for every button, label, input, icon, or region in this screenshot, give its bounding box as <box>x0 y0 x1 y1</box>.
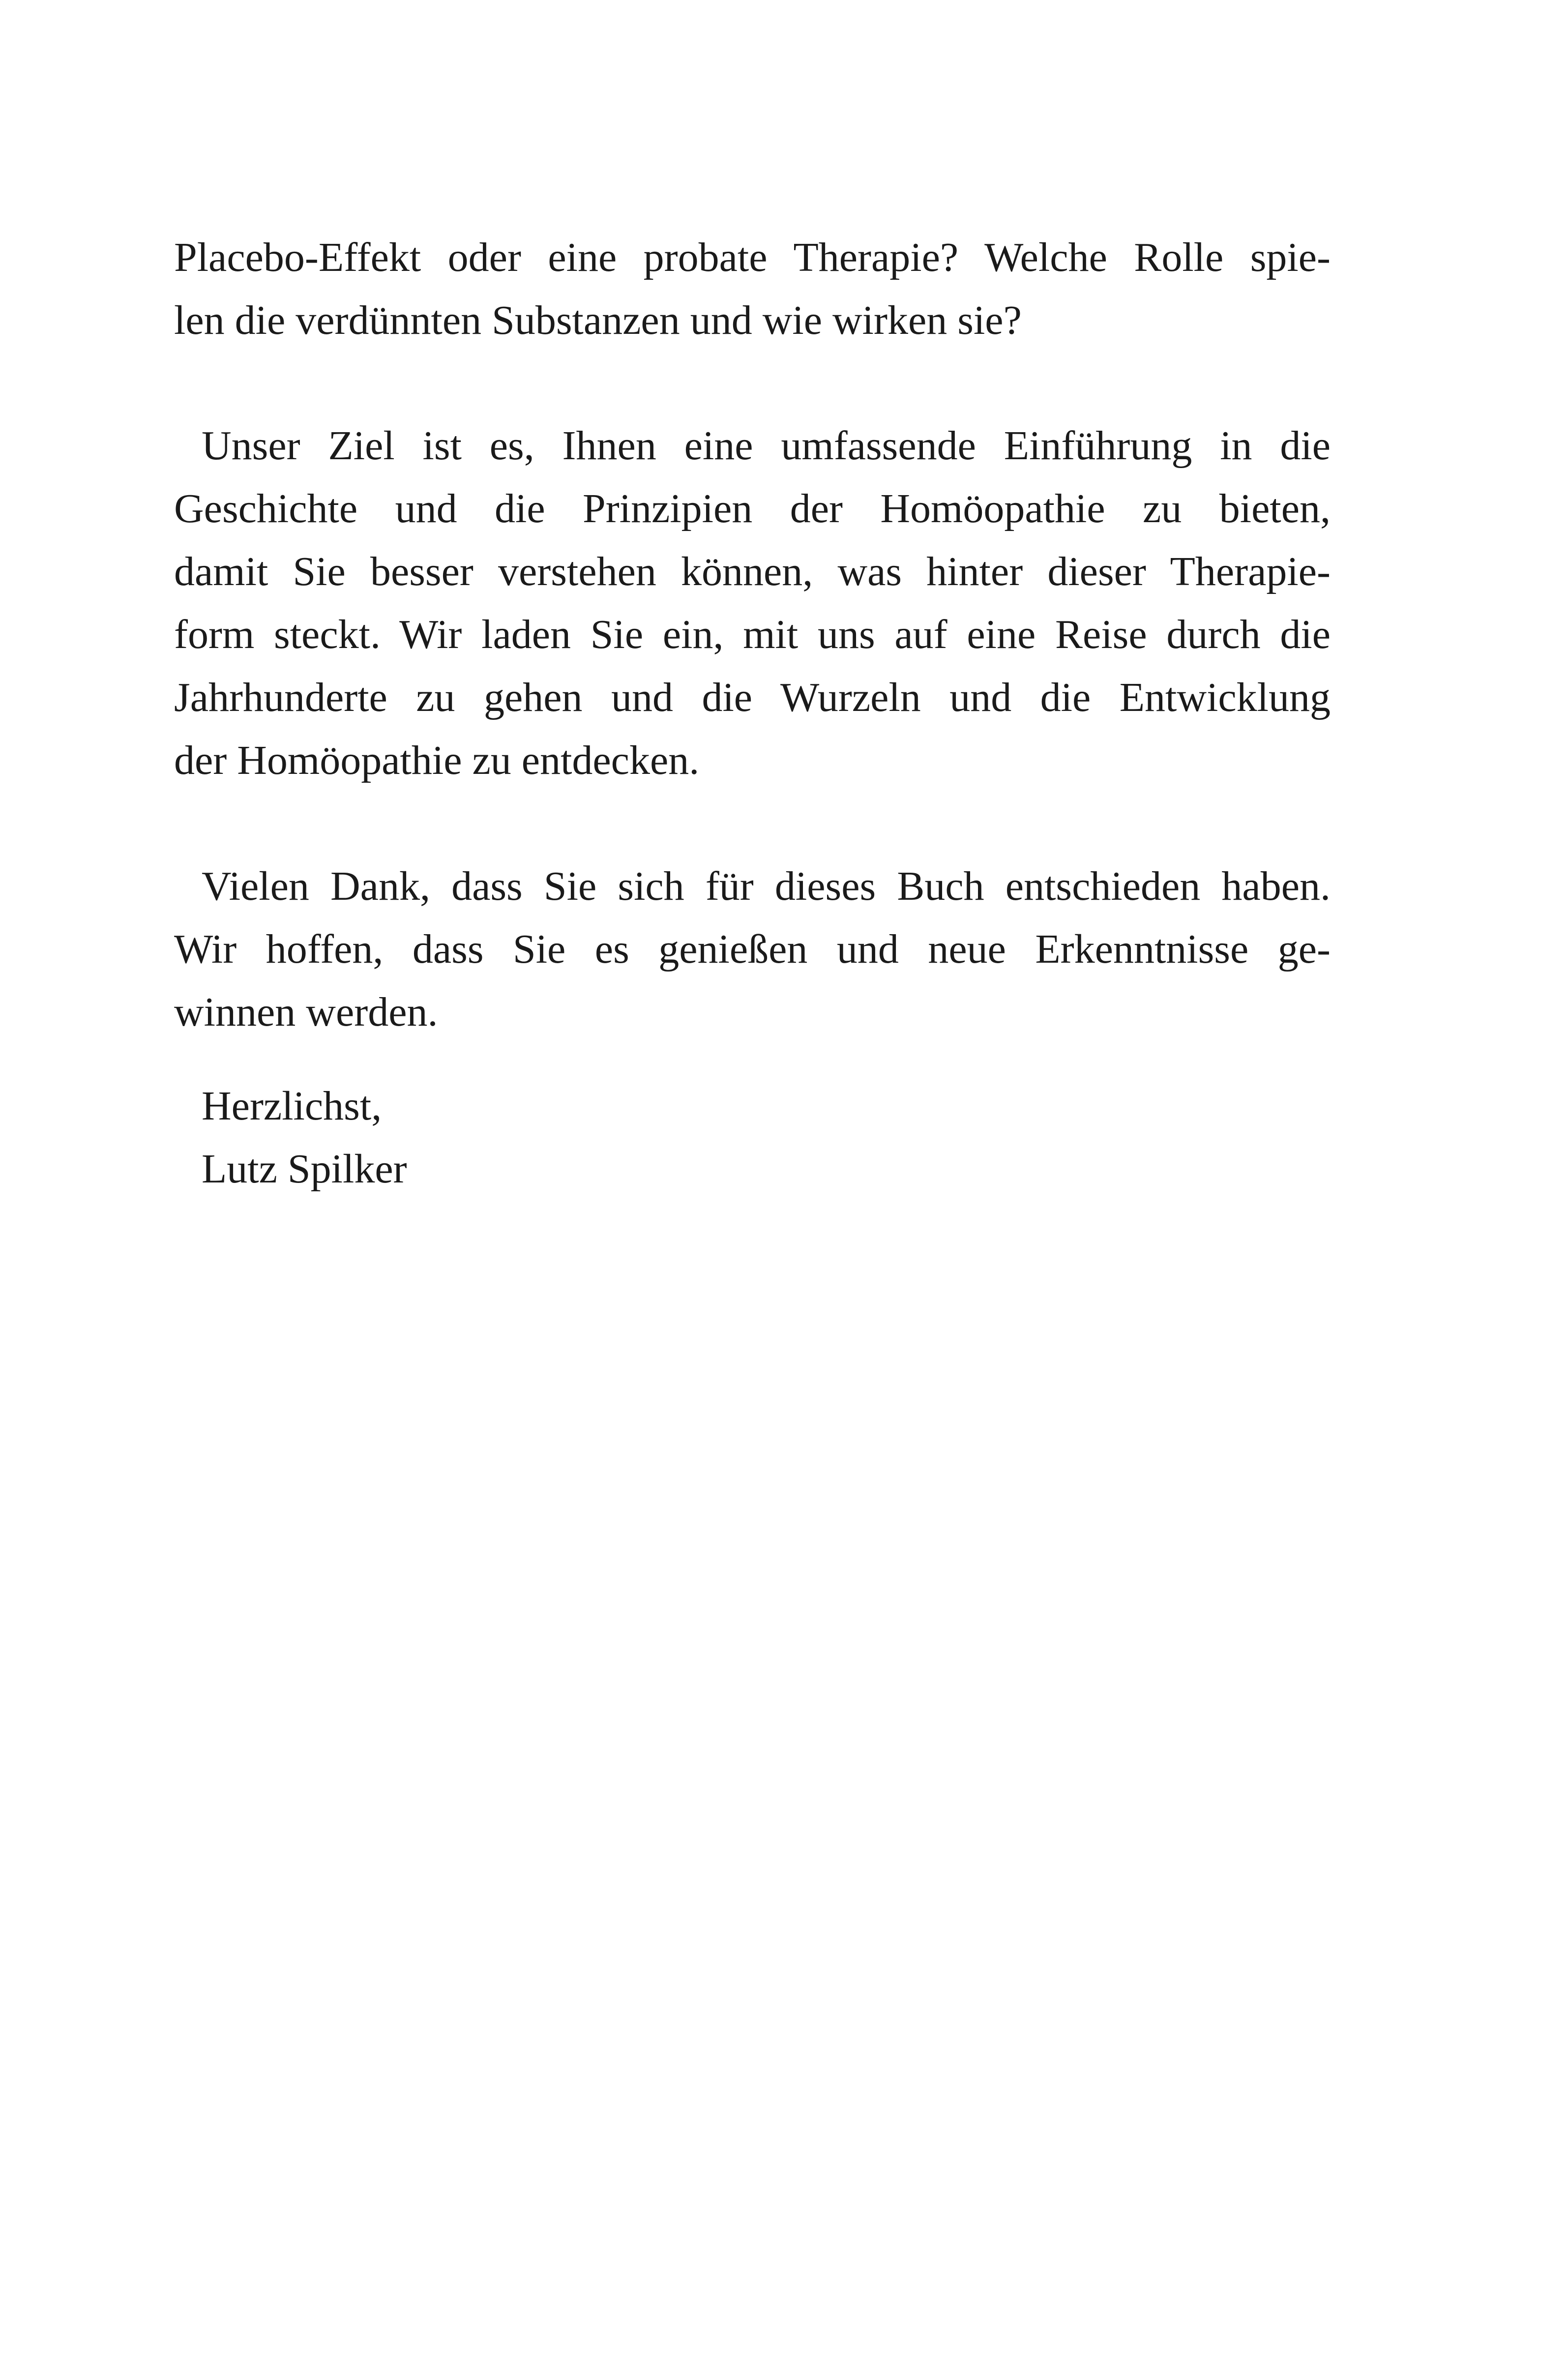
closing-greeting: Herzlichst, <box>202 1083 382 1129</box>
paragraph-placebo <box>174 226 1331 352</box>
text-line: winnen werden. <box>174 989 438 1035</box>
text-line: Vielen Dank, dass Sie sich für dieses Buch entschieden haben. <box>202 863 1331 909</box>
closing-signature <box>174 1075 1331 1201</box>
text-line: Placebo-Effekt oder eine probate Therapie? Welche Rolle spie- <box>174 235 1331 280</box>
author-name: Lutz Spilker <box>202 1146 407 1192</box>
text-line: Geschichte und die Prinzipien der Homöopathie zu bieten, <box>174 486 1331 531</box>
text-line: der Homöopathie zu entdecken. <box>174 738 700 783</box>
text-line: form steckt. Wir laden Sie ein, mit uns auf eine Reise durch die <box>174 612 1331 657</box>
paragraph-goal <box>174 414 1331 792</box>
text-line: Wir hoffen, dass Sie es genießen und neue Erkenntnisse ge- <box>174 926 1331 972</box>
text-line: Unser Ziel ist es, Ihnen eine umfassende Einführung in die <box>202 423 1331 469</box>
text-line: damit Sie besser verstehen können, was hinter dieser Therapie- <box>174 549 1331 594</box>
text-line: Jahrhunderte zu gehen und die Wurzeln und die Entwicklung <box>174 675 1331 720</box>
paragraph-thanks <box>174 855 1331 1044</box>
text-line: len die verdünnten Substanzen und wie wirken sie? <box>174 297 1022 343</box>
